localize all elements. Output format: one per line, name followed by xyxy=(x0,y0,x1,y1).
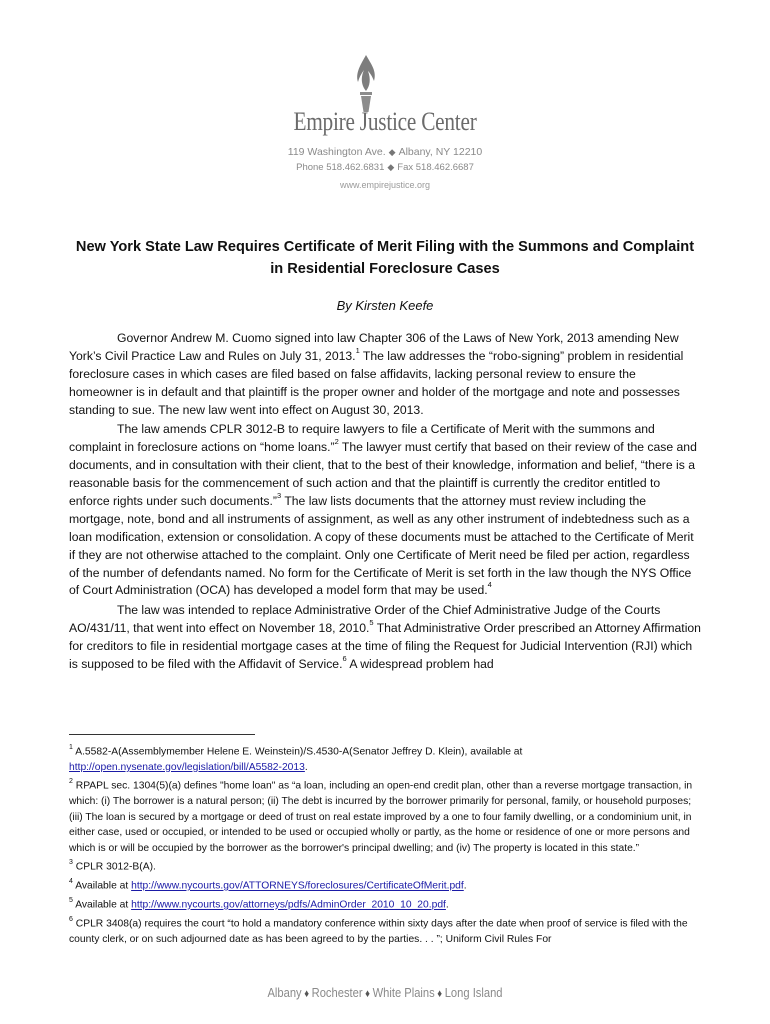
paragraph-text: That Administrative Order prescribed an Attorney Affirmation for creditors to file in residential mortgage cases at the time of filing the Request for Judicial Intervention (RJI) which is supposed to be filed with the Affidavit of Service. xyxy=(69,621,701,671)
street-address: 119 Washington Ave. xyxy=(287,146,386,158)
body-paragraph xyxy=(69,421,701,600)
author-byline: By Kirsten Keefe xyxy=(336,298,434,313)
diamond-separator-icon: ♦ xyxy=(365,988,371,1000)
office-location: Long Island xyxy=(444,985,503,1000)
paragraph-text: A widespread problem had xyxy=(346,656,494,671)
paragraph-text: The lawyer must certify that based on their review of the case and documents, and in consultation with their client, that to the best of their knowledge, information and belief, “there is a reasonable basis for the commencement of such action and that the plaintiff is currently the creditor entitled to enforce rights under such documents.” xyxy=(69,440,697,508)
footnote-reference[interactable]: 3 xyxy=(276,490,282,500)
footnote-divider xyxy=(69,734,255,735)
footnote-text: RPAPL sec. 1304(5)(a) defines "home loan" as “a loan, including an open-end credit plan, other than a reverse mortgage transaction, in which: (i) The borrower is a natural person; (ii) The debt is incurred by the borrower primarily for personal, family, or household purposes; (iii) The loan is secured by a mortgage or deed of trust on real estate improved by a one to four family dwelling, or a condominium unit, in either case, used or occupied, or intended to be used or occupied wholly or partly, as the home or residence of one or more persons and which is or will be occupied by the borrower as the borrower's principal dwelling; and (iv) The property is located in this state.” xyxy=(69,780,693,854)
footnote-number: 1 xyxy=(69,744,73,751)
contact-line xyxy=(0,162,770,173)
footnote-link[interactable]: http://www.nycourts.gov/attorneys/pdfs/AdminOrder_2010_10_20.pdf xyxy=(131,899,446,911)
fax-number: Fax 518.462.6687 xyxy=(397,162,474,173)
website-link[interactable]: www.empirejustice.org xyxy=(339,180,431,190)
paragraph-text: The law amends CPLR 3012-B to require lawyers to file a Certificate of Merit with the summons and complaint in foreclosure actions on “home loans.” xyxy=(69,422,655,455)
phone-number: Phone 518.462.6831 xyxy=(296,162,385,173)
office-locations-footer xyxy=(54,985,716,1000)
footnote-reference[interactable]: 6 xyxy=(342,653,347,663)
office-location: Albany xyxy=(267,985,302,1000)
paragraph-text: The law lists documents that the attorney must review including the mortgage, note, bond and all instruments of assignment, as well as any other instrument of indebtedness such as a loan modification, extension or consolidation. A copy of these documents must be attached to the Certificate of Merit if they are not otherwise attached to the complaint. Only one Certificate of Merit need be filed per action, regardless of the number of defendants named. No form for the Certificate of Merit is set forth in the law though the NYS Office of Court Administration (OCA) has developed a model form that may be used. xyxy=(69,493,694,598)
footnote-reference[interactable]: 2 xyxy=(334,437,339,447)
office-location: Rochester xyxy=(311,985,363,1000)
office-location: White Plains xyxy=(372,985,435,1000)
footnote-item xyxy=(69,775,701,856)
footnote-link[interactable]: http://open.nysenate.gov/legislation/bill/A5582-2013 xyxy=(69,761,305,773)
footnote-number: 6 xyxy=(69,916,73,924)
footnote-reference[interactable]: 4 xyxy=(487,580,492,590)
body-paragraph xyxy=(69,602,701,674)
footnote-text: Available at xyxy=(72,899,132,911)
footnote-number: 3 xyxy=(69,859,73,867)
footnote-text: . xyxy=(463,880,467,892)
torch-flame-logo-icon xyxy=(341,54,391,114)
footnotes-section xyxy=(69,741,701,948)
footnote-item xyxy=(69,913,701,947)
footnote-text: . xyxy=(445,899,449,911)
footnote-item xyxy=(69,741,701,775)
footnote-item xyxy=(69,875,701,894)
footnote-reference[interactable]: 1 xyxy=(355,345,360,355)
diamond-separator-icon: ♦ xyxy=(437,988,443,1000)
article-body xyxy=(69,330,701,676)
diamond-separator-icon: ◆ xyxy=(387,162,395,172)
footnote-reference[interactable]: 5 xyxy=(369,618,374,628)
footnote-number: 2 xyxy=(69,778,73,786)
address-line xyxy=(0,146,770,158)
organization-name: Empire Justice Center xyxy=(293,107,477,136)
paragraph-text: The law addresses the “robo-signing” problem in residential foreclosure cases in which cases are filed based on false affidavits, lacking personal review to ensure the homeowner is in default and that plaintiff is the proper owner and holder of the mortgage and note and possesses standing to sue. The new law went into effect on August 30, 2013. xyxy=(69,348,684,417)
document-title: New York State Law Requires Certificate of Merit Filing with the Summons and Complaint in Residential Foreclosure Cases xyxy=(75,239,695,277)
footnote-item xyxy=(69,894,701,913)
footnote-number: 5 xyxy=(69,897,73,905)
footnote-link[interactable]: http://www.nycourts.gov/ATTORNEYS/foreclosures/CertificateOfMerit.pdf xyxy=(131,880,464,892)
diamond-separator-icon: ◆ xyxy=(388,147,396,157)
footnote-text: Available at xyxy=(72,880,132,892)
footnote-number: 4 xyxy=(69,878,73,886)
paragraph-text: The law was intended to replace Administrative Order of the Chief Administrative Judge of the Courts AO/431/11, that went into effect on November 18, 2010. xyxy=(69,603,661,636)
paragraph-text: Governor Andrew M. Cuomo signed into law Chapter 306 of the Laws of New York, 2013 amending New York’s Civil Practice Law and Rules on July 31, 2013. xyxy=(69,331,679,363)
footnote-text: . xyxy=(304,761,308,773)
body-paragraph xyxy=(69,330,701,420)
diamond-separator-icon: ♦ xyxy=(304,988,310,1000)
footnote-text: CPLR 3408(a) requires the court “to hold a mandatory conference within sixty days after the date when proof of service is filed with the county clerk, or on such adjourned date as has been agreed to by the parties. . . ”; Uniform Civil Rules For xyxy=(69,918,688,946)
footnote-text: A.5582-A(Assemblymember Helene E. Weinstein)/S.4530-A(Senator Jeffrey D. Klein), available at xyxy=(72,746,523,758)
city-state-zip: Albany, NY 12210 xyxy=(398,146,483,158)
footnote-item xyxy=(69,856,701,875)
footnote-text: CPLR 3012-B(A). xyxy=(72,861,156,873)
